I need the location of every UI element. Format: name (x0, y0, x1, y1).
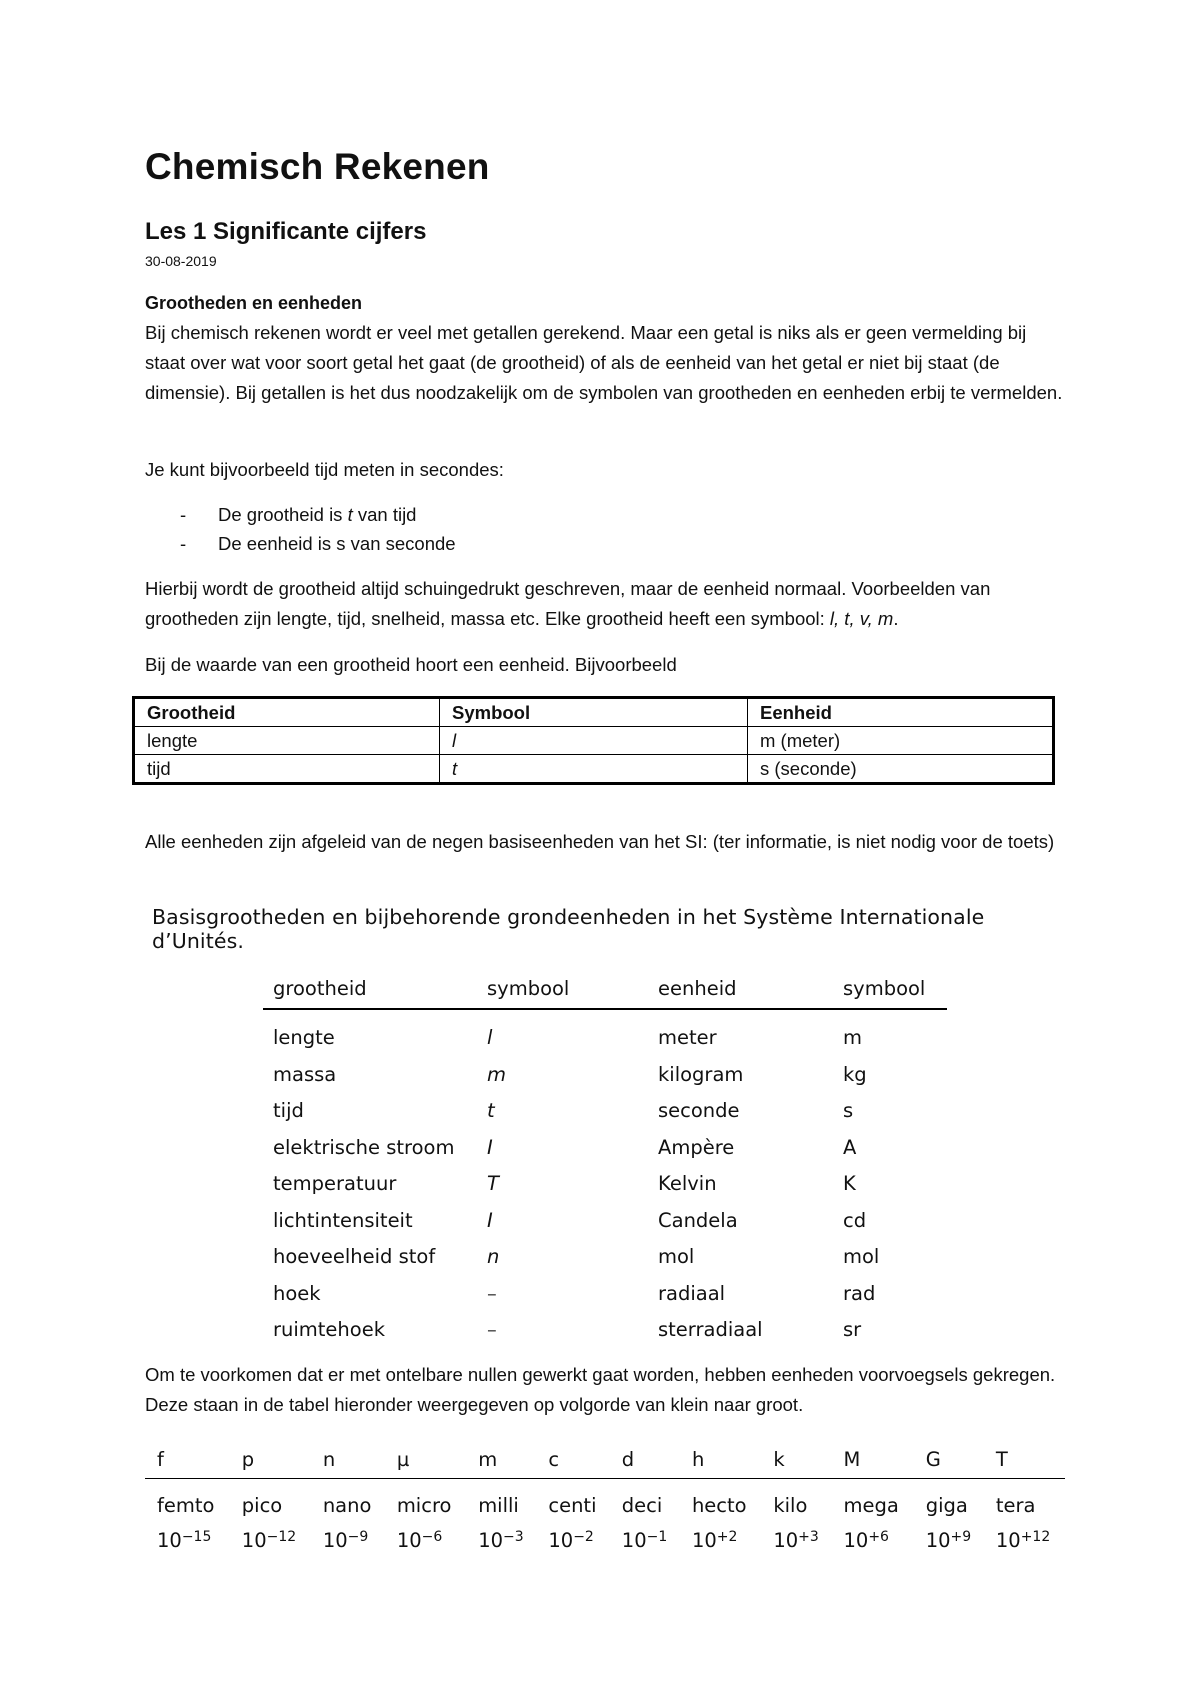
table-cell: mol (658, 1245, 695, 1269)
table-row (263, 1009, 947, 1056)
table-cell (440, 755, 748, 784)
table-row (263, 1093, 947, 1130)
table-cell: kilogram (658, 1062, 744, 1086)
prefix-name: deci (621, 1493, 663, 1517)
prefix-symbol: µ (385, 1440, 466, 1479)
prefix-symbol: c (536, 1440, 609, 1479)
power-base: 10 (621, 1528, 647, 1552)
prefix-name: pico (241, 1493, 283, 1517)
prefix-power (466, 1525, 536, 1555)
table-cell (440, 727, 748, 755)
table-cell: sterradiaal (658, 1318, 763, 1342)
table-row (134, 755, 1054, 784)
paragraph-italic-note (145, 574, 1065, 634)
power-exponent: +6 (868, 1528, 889, 1545)
table-cell: s (seconde) (748, 755, 1054, 784)
power-exponent: +2 (716, 1528, 738, 1545)
paragraph-intro: Bij chemisch rekenen wordt er veel met getallen gerekend. Maar een getal is niks als er geen vermelding bij staat over wat voor soort getal het gaat (de grootheid) of als de eenheid van het getal er niet bij staat (de dimensie). Bij getallen is het dus noodzakelijk om de symbolen van grootheden en eenheden erbij te vermelden. (145, 322, 1063, 403)
list-item (180, 500, 456, 529)
power-base: 10 (548, 1528, 574, 1552)
table-row (263, 1166, 947, 1203)
power-base: 10 (995, 1528, 1021, 1552)
prefix-name: giga (925, 1493, 968, 1517)
si-table-caption: Basisgrootheden en bijbehorende grondeenheden in het Système Internationale d’Unités. (152, 905, 985, 953)
prefix-name-row (145, 1479, 1065, 1526)
table-cell: l (487, 1025, 493, 1049)
prefix-symbol: m (466, 1440, 536, 1479)
prefix-power (230, 1525, 311, 1555)
table-cell: – (487, 1281, 497, 1305)
table-cell: meter (658, 1025, 717, 1049)
power-base: 10 (157, 1528, 182, 1552)
prefix-symbol: k (761, 1440, 831, 1479)
table-header-cell: Grootheid (134, 698, 440, 727)
power-exponent: −2 (573, 1528, 594, 1545)
prefix-symbol: h (680, 1440, 761, 1479)
prefix-symbol-row (145, 1440, 1065, 1479)
prefix-power (832, 1525, 914, 1555)
table-cell: elektrische stroom (273, 1135, 455, 1159)
paragraph-example: Je kunt bijvoorbeeld tijd meten in secondes: (145, 459, 504, 480)
power-base: 10 (241, 1528, 267, 1552)
section-heading: Grootheden en eenheden (145, 293, 363, 313)
power-exponent: +12 (1020, 1528, 1051, 1545)
table-header-cell: Symbool (440, 698, 748, 727)
table-cell: lichtintensiteit (273, 1208, 413, 1232)
power-exponent: +9 (950, 1528, 972, 1545)
prefix-name: micro (396, 1493, 452, 1517)
power-exponent: −12 (266, 1528, 297, 1545)
table-header-cell: symbool (833, 968, 947, 1009)
table-cell: K (843, 1172, 856, 1196)
table-header-row (134, 698, 1054, 727)
table-cell: radiaal (658, 1281, 726, 1305)
table-cell: massa (273, 1062, 337, 1086)
prefix-name: nano (322, 1493, 372, 1517)
list-item-text: De grootheid is (218, 504, 348, 525)
prefix-power-row (145, 1525, 1065, 1555)
table-cell: A (843, 1135, 857, 1159)
prefix-name: mega (843, 1493, 899, 1517)
table-cell: s (843, 1099, 854, 1123)
table-header-cell: grootheid (263, 968, 477, 1009)
list-item: - De eenheid is s van seconde (180, 529, 456, 558)
prefix-power (536, 1525, 609, 1555)
power-base: 10 (773, 1528, 799, 1552)
table-row (263, 1312, 947, 1349)
paragraph-prefix-intro: Om te voorkomen dat er met ontelbare nullen gewerkt gaat worden, hebben eenheden voorvoegsels gekregen. Deze staan in de tabel hieronder weergegeven op volgorde van klein naar groot. (145, 1364, 1056, 1415)
si-base-units-table (263, 968, 947, 1348)
table-row (134, 727, 1054, 755)
table-cell: – (487, 1318, 497, 1342)
prefix-symbol: n (311, 1440, 385, 1479)
power-base: 10 (691, 1528, 717, 1552)
table-cell: tijd (134, 755, 440, 784)
table-cell: sr (843, 1318, 862, 1342)
table-header-cell: eenheid (648, 968, 833, 1009)
paragraph-si-intro: Alle eenheden zijn afgeleid van de negen basiseenheden van het SI: (ter informatie, is niet nodig voor de toets) (145, 831, 1055, 852)
table-cell: m (487, 1062, 506, 1086)
table-cell: hoeveelheid stof (273, 1245, 436, 1269)
table-cell: temperatuur (273, 1172, 397, 1196)
prefix-name: femto (157, 1493, 215, 1517)
table-cell: ruimtehoek (273, 1318, 386, 1342)
power-exponent: −6 (421, 1528, 443, 1545)
table-cell: tijd (273, 1099, 304, 1123)
list-item-symbol: t (347, 504, 353, 525)
table-cell: lengte (134, 727, 440, 755)
table-cell: t (487, 1099, 495, 1123)
paragraph-end: . (893, 608, 899, 629)
prefix-name: milli (478, 1493, 519, 1517)
prefix-name: kilo (773, 1493, 808, 1517)
dash-list (180, 500, 456, 558)
paragraph-table-intro: Bij de waarde van een grootheid hoort een eenheid. Bijvoorbeeld (145, 654, 677, 675)
power-exponent: −3 (503, 1528, 524, 1545)
table-header-row (263, 968, 947, 1009)
power-exponent: −1 (646, 1528, 668, 1545)
table-cell: Candela (658, 1208, 738, 1232)
table-row (263, 1202, 947, 1239)
power-base: 10 (843, 1528, 869, 1552)
table-cell: cd (843, 1208, 867, 1232)
prefix-power (610, 1525, 680, 1555)
prefix-symbol: T (984, 1440, 1065, 1479)
symbol-text: t (452, 757, 458, 779)
power-base: 10 (925, 1528, 951, 1552)
document-title: Chemisch Rekenen (145, 146, 490, 187)
table-cell: rad (843, 1281, 876, 1305)
table-cell: Kelvin (658, 1172, 717, 1196)
table-cell: n (487, 1245, 500, 1269)
table-cell: m (843, 1025, 862, 1049)
power-base: 10 (322, 1528, 348, 1552)
quantity-table (132, 696, 1055, 785)
prefix-power (984, 1525, 1065, 1555)
power-base: 10 (478, 1528, 504, 1552)
prefix-symbol: p (230, 1440, 311, 1479)
table-cell: I (487, 1208, 493, 1232)
prefix-table (145, 1440, 1065, 1555)
table-cell: kg (843, 1062, 867, 1086)
power-base: 10 (396, 1528, 422, 1552)
prefix-power (914, 1525, 984, 1555)
symbol-text: l (452, 729, 457, 751)
table-cell: hoek (273, 1281, 321, 1305)
table-cell: seconde (658, 1099, 740, 1123)
table-cell: mol (843, 1245, 880, 1269)
prefix-power (385, 1525, 466, 1555)
table-row (263, 1056, 947, 1093)
prefix-name: hecto (691, 1493, 747, 1517)
prefix-power (680, 1525, 761, 1555)
prefix-symbol: G (914, 1440, 984, 1479)
prefix-power (145, 1525, 230, 1555)
prefix-name: centi (548, 1493, 597, 1517)
prefix-symbol: f (145, 1440, 230, 1479)
power-exponent: −9 (347, 1528, 369, 1545)
table-row (263, 1239, 947, 1276)
prefix-power (761, 1525, 831, 1555)
table-row (263, 1275, 947, 1312)
table-cell: m (meter) (748, 727, 1054, 755)
document-date: 30-08-2019 (145, 253, 217, 269)
prefix-symbol: M (832, 1440, 914, 1479)
list-item-text: van tijd (352, 504, 417, 525)
symbol-list: l, t, v, m (829, 608, 894, 629)
table-cell: I (487, 1135, 493, 1159)
power-exponent: −15 (181, 1528, 212, 1545)
power-exponent: +3 (798, 1528, 819, 1545)
table-cell: T (487, 1172, 499, 1196)
table-row (263, 1129, 947, 1166)
table-header-cell: symbool (477, 968, 648, 1009)
table-cell: Ampère (658, 1135, 735, 1159)
lesson-title: Les 1 Significante cijfers (145, 218, 427, 245)
table-header-cell: Eenheid (748, 698, 1054, 727)
table-cell: lengte (273, 1025, 335, 1049)
prefix-power (311, 1525, 385, 1555)
paragraph-text: Hierbij wordt de grootheid altijd schuingedrukt geschreven, maar de eenheid normaal. Voorbeelden van grootheden zijn lengte, tijd, snelheid, massa etc. Elke grootheid heeft een symbool: (145, 578, 991, 629)
prefix-symbol: d (610, 1440, 680, 1479)
prefix-name: tera (995, 1493, 1036, 1517)
